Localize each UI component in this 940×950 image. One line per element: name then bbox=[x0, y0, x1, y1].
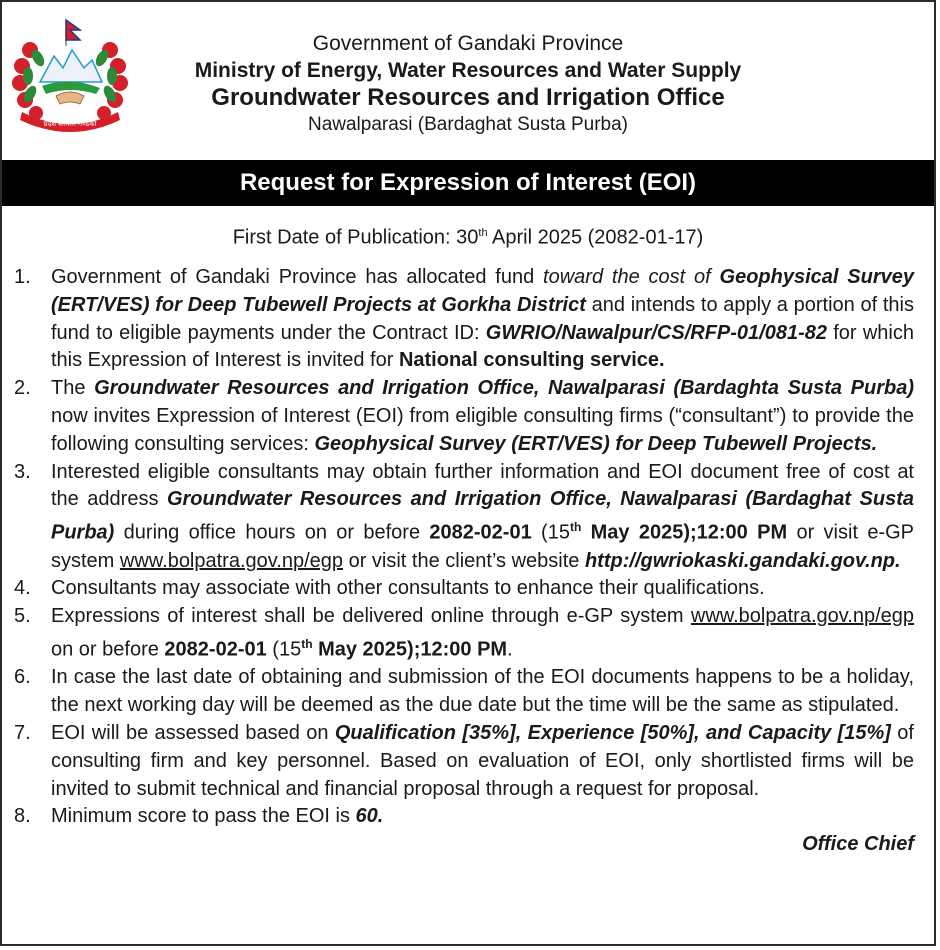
item-text: The Groundwater Resources and Irrigation Office, Nawalparasi (Bardaghta Susta Purba) now invites Expression of Interest (EOI) from eligible consulting firms (“consultant”) to provide the following consulting services: Geophysical Survey (ERT/VES) for Deep Tubewell Projects. bbox=[51, 377, 914, 455]
list-item bbox=[14, 459, 914, 576]
item-text: In case the last date of obtaining and submission of the EOI documents happens to be a holiday, the next working day will be deemed as the due date but the time will be the same as stipulated. bbox=[51, 666, 914, 717]
publication-date: First Date of Publication: 30th April 2025 (2082-01-17) bbox=[232, 226, 704, 249]
ministry-name: Ministry of Energy, Water Resources and Water Supply bbox=[194, 59, 742, 82]
item-number: 1. bbox=[14, 266, 31, 288]
letterhead bbox=[2, 2, 934, 156]
item-number: 3. bbox=[14, 460, 31, 483]
item-number: 2. bbox=[14, 377, 31, 400]
list-item bbox=[14, 603, 914, 664]
list-item bbox=[14, 375, 914, 458]
item-text: Government of Gandaki Province has allocated fund toward the cost of Geophysical Survey (ERT/VES) for Deep Tubewell Projects at Gorkha District and intends to apply a portion of this fund to eligible payments under the Contract ID: GWRIO/Nawalpur/CS/RFP-01/081-82 for which this Expression of Interest is invited for National consulting service. bbox=[51, 266, 914, 372]
list-item bbox=[14, 575, 914, 603]
notice-title-banner: Request for Expression of Interest (EOI) bbox=[2, 160, 934, 206]
eoi-clauses bbox=[2, 264, 934, 831]
government-name: Government of Gandaki Province bbox=[312, 32, 624, 55]
emblem-motto: प्रदेश सरकार गण्डकी bbox=[43, 120, 97, 128]
item-number: 6. bbox=[14, 666, 31, 689]
item-text: Consultants may associate with other consultants to enhance their qualifications. bbox=[51, 577, 765, 600]
list-item bbox=[14, 264, 914, 375]
item-text: Interested eligible consultants may obtain further information and EOI document free of cost at the address Groundwater Resources and Irrigation Office, Nawalparasi (Bardaghat Susta Purba) during office hours on or before 2082-02-01 (15th May 2025);12:00 PM or visit e-GP system www.bolpatra.gov.np/egp or visit the client’s website http://gwriokaski.gandaki.gov.np. bbox=[51, 460, 914, 572]
egp-link[interactable]: www.bolpatra.gov.np/egp bbox=[119, 549, 344, 572]
letterhead-text bbox=[2, 30, 934, 138]
item-text: Minimum score to pass the EOI is 60. bbox=[51, 805, 384, 828]
item-number: 5. bbox=[14, 605, 31, 628]
office-location: Nawalparasi (Bardaghat Susta Purba) bbox=[307, 114, 628, 135]
list-item bbox=[14, 664, 914, 720]
signature-office-chief: Office Chief bbox=[802, 833, 914, 856]
list-item bbox=[14, 720, 914, 803]
item-number: 7. bbox=[14, 722, 31, 745]
client-website-link[interactable]: http://gwriokaski.gandaki.gov.np. bbox=[584, 549, 901, 572]
item-number: 4. bbox=[14, 577, 31, 600]
office-name: Groundwater Resources and Irrigation Office bbox=[211, 84, 725, 111]
item-text: EOI will be assessed based on Qualification [35%], Experience [50%], and Capacity [15%] of consulting firm and key personnel. Based on evaluation of EOI, only shortlisted firms will be invited to submit technical and financial proposal through a request for proposal. bbox=[51, 722, 914, 800]
egp-link[interactable]: www.bolpatra.gov.np/egp bbox=[690, 605, 914, 628]
item-text: Expressions of interest shall be delivered online through e-GP system www.bolpatra.gov.np/egp on or before 2082-02-01 (15th May 2025);12:00 PM. bbox=[51, 605, 914, 661]
list-item bbox=[14, 803, 914, 831]
item-number: 8. bbox=[14, 805, 31, 828]
